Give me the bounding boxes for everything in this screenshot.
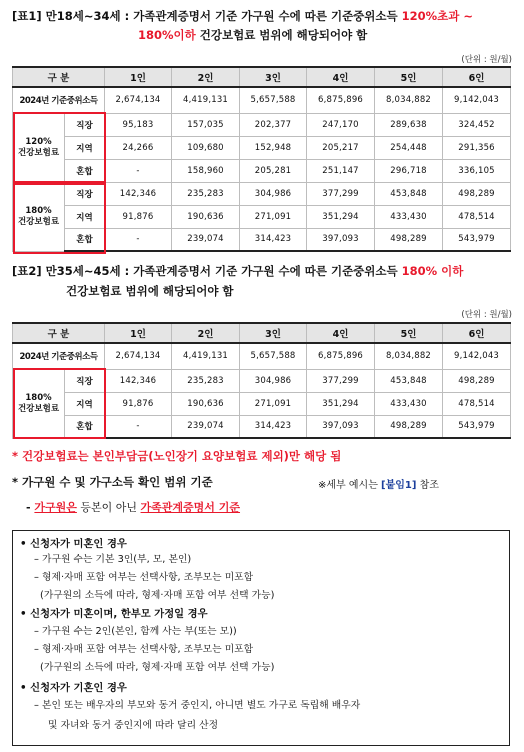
- group-label-line1: 120%: [25, 136, 52, 147]
- table1-header-3: 3인: [240, 67, 307, 87]
- table-cell: 152,948: [240, 136, 307, 159]
- table-cell: 433,430: [375, 205, 443, 228]
- table1-header-row: [13, 67, 511, 87]
- case-married-line1: – 본인 또는 배우자의 부모와 동거 중인지, 아니면 별도 가구로 독립해 배우자: [34, 700, 361, 711]
- table-cell: 247,170: [307, 113, 375, 136]
- table2-title-prefix: [표2] 만35세~45세 : 가족관계증명서 기준 가구원 수에 따른 기준중위소득: [12, 264, 402, 278]
- table-cell: 498,289: [443, 369, 511, 392]
- group-label-line2: 건강보험료: [17, 147, 60, 158]
- table-cell: 91,876: [105, 205, 172, 228]
- table-cell: 6,875,896: [307, 87, 375, 113]
- row-type: 혼합: [65, 228, 105, 251]
- table2-header-3: 3인: [240, 323, 307, 343]
- premium-note: * 건강보험료는 본인부담금(노인장기 요양보험료 제외)만 해당 됨: [12, 449, 342, 463]
- table-cell: 8,034,882: [375, 87, 443, 113]
- row-type: 직장: [65, 369, 105, 392]
- table-row: [13, 392, 511, 415]
- table1-header-6: 6인: [443, 67, 511, 87]
- detail-prefix: ※세부 예시는: [318, 480, 382, 491]
- table1-header-1: 1인: [105, 67, 172, 87]
- table-cell: 109,680: [172, 136, 240, 159]
- case-single-parent-line3: (가구원의 소득에 따라, 형제·자매 포함 여부 선택 가능): [40, 662, 275, 673]
- table1: [12, 66, 511, 252]
- table2-header-6: 6인: [443, 323, 511, 343]
- table-cell: 498,289: [443, 182, 511, 205]
- table1-title-suffix: 건강보험료 범위에 해당되어야 함: [195, 28, 368, 42]
- table-cell: 142,346: [105, 369, 172, 392]
- table-cell: 254,448: [375, 136, 443, 159]
- basis-dash: -: [26, 501, 35, 514]
- table-cell: -: [105, 228, 172, 251]
- table-row: [13, 415, 511, 438]
- table2-header-row: [13, 323, 511, 343]
- table1-title-red1: 120%초과 ~: [401, 9, 474, 23]
- group-label-line2: 건강보험료: [17, 403, 60, 414]
- row-type: 혼합: [65, 159, 105, 182]
- table1-base-label: 2024년 기준중위소득: [13, 87, 105, 113]
- detail-suffix: 참조: [416, 480, 439, 491]
- table-row: [13, 136, 511, 159]
- table-cell: 543,979: [443, 415, 511, 438]
- table2-title-suffix: 건강보험료 범위에 해당되어야 함: [66, 284, 234, 298]
- table-cell: 239,074: [172, 228, 240, 251]
- table-cell: -: [105, 415, 172, 438]
- table2-group-180: [13, 369, 65, 438]
- table-cell: 304,986: [240, 182, 307, 205]
- table2-base-label: 2024년 기준중위소득: [13, 343, 105, 369]
- table-cell: 453,848: [375, 369, 443, 392]
- table1-title-line2: [138, 27, 367, 43]
- case-unmarried-line3: (가구원의 소득에 따라, 형제·자매 포함 여부 선택 가능): [40, 590, 275, 601]
- table1-title-prefix: [표1] 만18세~34세 : 가족관계증명서 기준 가구원 수에 따른 기준중위소득: [12, 9, 402, 23]
- case-married-line2: 및 자녀와 동거 중인지에 따라 달리 산정: [48, 720, 219, 731]
- case-single-parent-line1: – 가구원 수는 2인(본인, 함께 사는 부(또는 모)): [34, 626, 237, 637]
- table-cell: 2,674,134: [105, 343, 172, 369]
- table-cell: 202,377: [240, 113, 307, 136]
- basis-mid: 등본이 아닌: [76, 501, 141, 514]
- table-cell: 190,636: [172, 205, 240, 228]
- table-cell: 4,419,131: [172, 343, 240, 369]
- case-single-parent-line2: – 형제·자매 포함 여부는 선택사항, 조부모는 미포함: [34, 644, 254, 655]
- table-cell: 478,514: [443, 392, 511, 415]
- table-cell: 397,093: [307, 415, 375, 438]
- table2-title: [12, 263, 517, 279]
- table2-title-red: 180% 이하: [401, 264, 464, 278]
- basis-red2: 가족관계증명서 기준: [140, 501, 241, 514]
- table-cell: 205,217: [307, 136, 375, 159]
- table2-header-4: 4인: [307, 323, 375, 343]
- basis-note: [26, 500, 240, 516]
- table-cell: 314,423: [240, 415, 307, 438]
- table1-group-120: [13, 113, 65, 182]
- table-cell: 543,979: [443, 228, 511, 251]
- table-cell: 8,034,882: [375, 343, 443, 369]
- table-cell: 304,986: [240, 369, 307, 392]
- table-row: [13, 205, 511, 228]
- table-cell: 296,718: [375, 159, 443, 182]
- table-cell: 324,452: [443, 113, 511, 136]
- table1-group-180: [13, 182, 65, 251]
- table2-header-category: 구 분: [13, 323, 105, 343]
- table-cell: 291,356: [443, 136, 511, 159]
- table-cell: 157,035: [172, 113, 240, 136]
- table-cell: 4,419,131: [172, 87, 240, 113]
- table1-title: [12, 8, 517, 24]
- table-cell: 478,514: [443, 205, 511, 228]
- table-cell: 9,142,043: [443, 87, 511, 113]
- row-type: 직장: [65, 182, 105, 205]
- table-cell: 251,147: [307, 159, 375, 182]
- case-married-title: • 신청자가 기혼인 경우: [20, 682, 127, 694]
- table-cell: 235,283: [172, 369, 240, 392]
- row-type: 지역: [65, 136, 105, 159]
- detail-link: [붙임1]: [381, 480, 417, 491]
- table-cell: 235,283: [172, 182, 240, 205]
- group-label-line1: 180%: [25, 205, 52, 216]
- table-cell: 158,960: [172, 159, 240, 182]
- table-row: [13, 113, 511, 136]
- table-cell: 142,346: [105, 182, 172, 205]
- table1-header-category: 구 분: [13, 67, 105, 87]
- table-cell: 95,183: [105, 113, 172, 136]
- row-type: 지역: [65, 205, 105, 228]
- table2-unit: (단위 : 원/월): [461, 310, 512, 320]
- table1-base-row: [13, 87, 511, 113]
- table-cell: 289,638: [375, 113, 443, 136]
- table2-base-row: [13, 343, 511, 369]
- case-unmarried-line2: – 형제·자매 포함 여부는 선택사항, 조부모는 미포함: [34, 572, 254, 583]
- table-cell: 453,848: [375, 182, 443, 205]
- table-cell: 205,281: [240, 159, 307, 182]
- detail-reference: [318, 476, 439, 491]
- table-cell: 433,430: [375, 392, 443, 415]
- household-range-title: * 가구원 수 및 가구소득 확인 범위 기준: [12, 475, 213, 489]
- row-type: 지역: [65, 392, 105, 415]
- table-row: [13, 159, 511, 182]
- table1-title-red2: 180%이하: [138, 28, 196, 42]
- table2-header-2: 2인: [172, 323, 240, 343]
- basis-red1: 가구원은: [34, 501, 77, 514]
- group-label-line2: 건강보험료: [17, 216, 60, 227]
- table-cell: 498,289: [375, 415, 443, 438]
- table1-unit: (단위 : 원/월): [461, 55, 512, 65]
- table1-header-2: 2인: [172, 67, 240, 87]
- table-row: [13, 369, 511, 392]
- table-row: [13, 182, 511, 205]
- group-label-line1: 180%: [25, 392, 52, 403]
- table-cell: 5,657,588: [240, 87, 307, 113]
- case-unmarried-line1: – 가구원 수는 기본 3인(부, 모, 본인): [34, 554, 192, 565]
- table-row: [13, 228, 511, 251]
- table-cell: 239,074: [172, 415, 240, 438]
- table-cell: 351,294: [307, 392, 375, 415]
- table-cell: 336,105: [443, 159, 511, 182]
- row-type: 혼합: [65, 415, 105, 438]
- table-cell: 498,289: [375, 228, 443, 251]
- table2: [12, 322, 511, 439]
- table-cell: 397,093: [307, 228, 375, 251]
- table-cell: 24,266: [105, 136, 172, 159]
- table-cell: 5,657,588: [240, 343, 307, 369]
- case-unmarried-title: • 신청자가 미혼인 경우: [20, 538, 127, 550]
- table1-header-5: 5인: [375, 67, 443, 87]
- case-single-parent-title: • 신청자가 미혼이며, 한부모 가정일 경우: [20, 608, 208, 620]
- row-type: 직장: [65, 113, 105, 136]
- table1-header-4: 4인: [307, 67, 375, 87]
- table-cell: 9,142,043: [443, 343, 511, 369]
- table2-header-1: 1인: [105, 323, 172, 343]
- table-cell: 271,091: [240, 392, 307, 415]
- table-cell: 351,294: [307, 205, 375, 228]
- table2-title-line2: [66, 283, 234, 299]
- table-cell: 190,636: [172, 392, 240, 415]
- table-cell: 2,674,134: [105, 87, 172, 113]
- table-cell: 6,875,896: [307, 343, 375, 369]
- table-cell: 377,299: [307, 369, 375, 392]
- table-cell: 271,091: [240, 205, 307, 228]
- table2-header-5: 5인: [375, 323, 443, 343]
- table-cell: 91,876: [105, 392, 172, 415]
- table-cell: 377,299: [307, 182, 375, 205]
- table-cell: -: [105, 159, 172, 182]
- table-cell: 314,423: [240, 228, 307, 251]
